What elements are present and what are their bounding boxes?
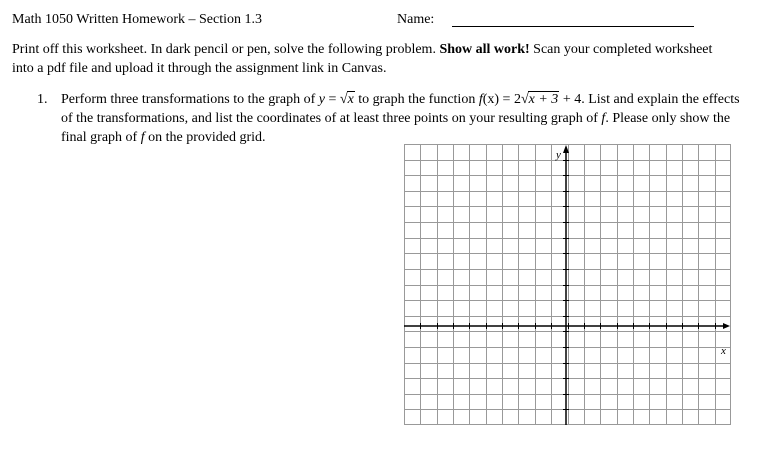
instructions-text-2: Scan your completed worksheet into a pdf file and upload it through the assignment link in Canvas. bbox=[12, 42, 713, 76]
instructions-text-1: Print off this worksheet. In dark pencil or pen, solve the following problem. bbox=[12, 42, 440, 57]
instructions bbox=[12, 40, 732, 78]
name-blank-line[interactable] bbox=[452, 26, 694, 27]
problem-text bbox=[61, 90, 741, 147]
problem-text-3: . Please only show the final graph of bbox=[61, 111, 731, 145]
page-header bbox=[12, 12, 712, 32]
equals-2: = 2 bbox=[499, 92, 521, 107]
base-function-y: y bbox=[318, 92, 325, 107]
radicand-x: x bbox=[347, 92, 354, 107]
graph-grid[interactable] bbox=[404, 144, 731, 425]
function-arg: (x) bbox=[482, 92, 500, 107]
course-title: Math 1050 Written Homework – Section 1.3 bbox=[12, 12, 262, 27]
sqrt-symbol-icon-2: √ bbox=[520, 92, 529, 107]
function-f-3: f bbox=[140, 130, 145, 145]
function-f-2: f bbox=[601, 111, 606, 126]
problem-text-4: on the provided grid. bbox=[144, 130, 266, 145]
problem-text-tail: + 4. List and explain the effects of the transformations, and list the coordinates of at least three points on your resulting graph of bbox=[61, 92, 740, 126]
function-f: f bbox=[478, 92, 483, 107]
problem-text-2: to graph the function bbox=[354, 92, 479, 107]
name-label: Name: bbox=[397, 12, 435, 27]
x-axis-label: x bbox=[721, 345, 726, 357]
sqrt-symbol-icon: √ bbox=[339, 92, 348, 107]
y-axis-label: y bbox=[556, 149, 561, 161]
equals-sign: = bbox=[324, 92, 340, 107]
problem-number: 1. bbox=[37, 92, 48, 107]
instructions-bold: Show all work! bbox=[439, 42, 530, 57]
problem-text-1: Perform three transformations to the graph of bbox=[61, 92, 319, 107]
graph-grid-svg[interactable] bbox=[404, 144, 731, 425]
radicand-x-plus-3: x + 3 bbox=[528, 92, 559, 107]
